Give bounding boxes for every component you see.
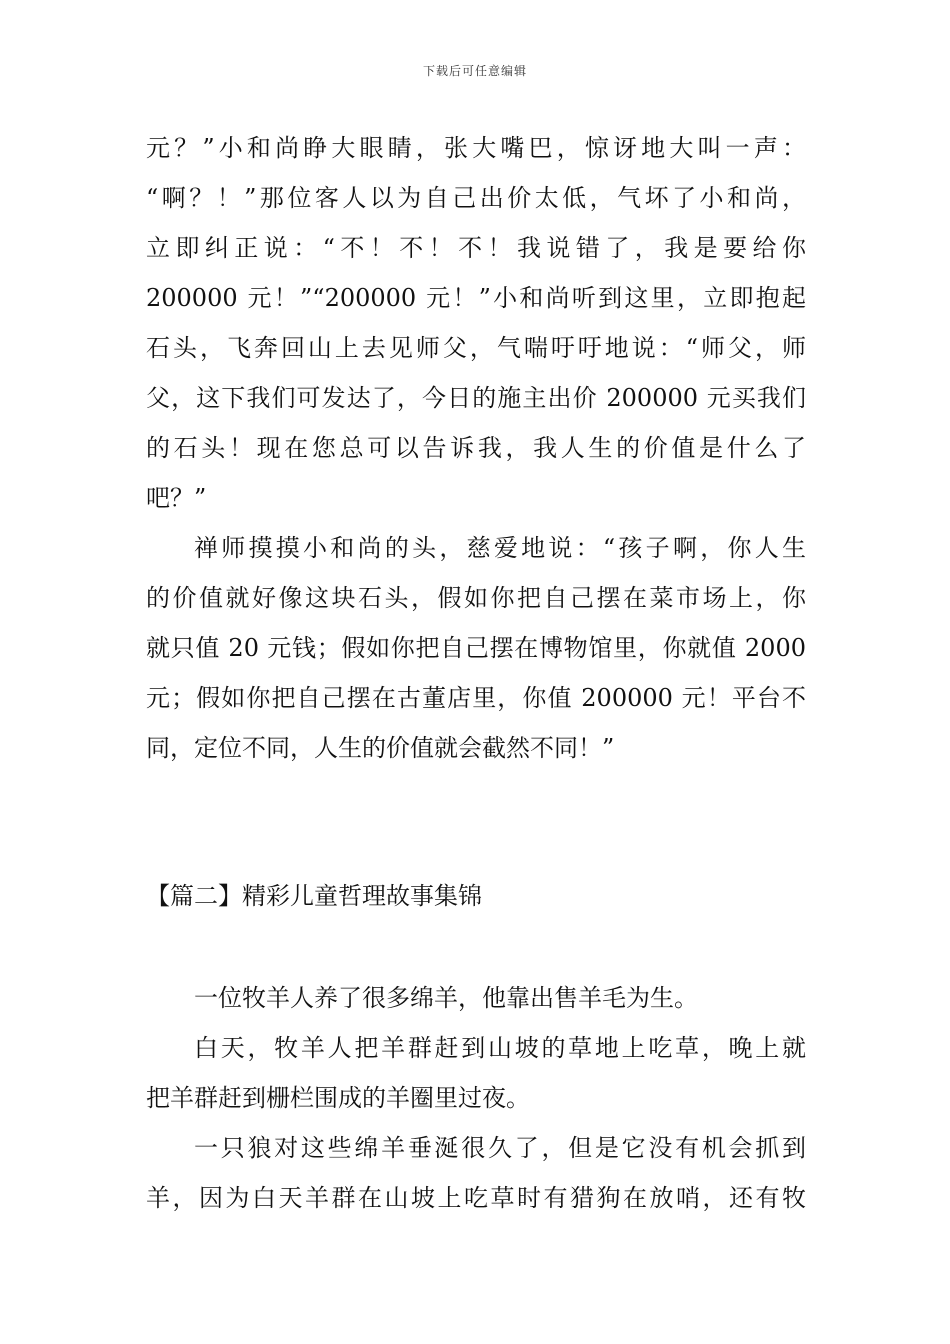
- text-line: 父，这下我们可发达了，今日的施主出价 200000 元买我们: [146, 384, 806, 412]
- text-line: 禅师摸摸小和尚的头，慈爱地说：“孩子啊，你人生: [194, 534, 806, 562]
- text-line: 元；假如你把自己摆在古董店里，你值 200000 元！平台不: [146, 684, 806, 712]
- text-line: 白天，牧羊人把羊群赶到山坡的草地上吃草，晚上就: [194, 1034, 806, 1062]
- text-line: 就只值 20 元钱；假如你把自己摆在博物馆里，你就值 2000: [146, 634, 806, 662]
- text-line: 一只狼对这些绵羊垂涎很久了，但是它没有机会抓到: [194, 1134, 806, 1162]
- text-line: 石头，飞奔回山上去见师父，气喘吁吁地说：“师父，师: [146, 334, 806, 362]
- text-line: 羊，因为白天羊群在山坡上吃草时有猎狗在放哨，还有牧: [146, 1184, 806, 1212]
- section-heading: 【篇二】精彩儿童哲理故事集锦: [146, 882, 482, 910]
- text-line: 的价值就好像这块石头，假如你把自己摆在菜市场上，你: [146, 584, 806, 612]
- page-header: 下载后可任意编辑: [422, 64, 527, 78]
- text-line: 立即纠正说：“不！不！不！我说错了，我是要给你: [146, 234, 806, 262]
- text-line: 的石头！现在您总可以告诉我，我人生的价值是什么了: [146, 434, 806, 462]
- text-line: 把羊群赶到栅栏围成的羊圈里过夜。: [146, 1084, 530, 1112]
- text-line: 同，定位不同，人生的价值就会截然不同！”: [146, 734, 615, 762]
- text-line: 吧？”: [146, 484, 207, 512]
- text-line: 一位牧羊人养了很多绵羊，他靠出售羊毛为生。: [194, 984, 698, 1012]
- text-line: 200000 元！”“200000 元！”小和尚听到这里，立即抱起: [146, 284, 806, 312]
- text-line: “啊？！”那位客人以为自己出价太低，气坏了小和尚，: [146, 184, 806, 212]
- text-line: 元？”小和尚睁大眼睛，张大嘴巴，惊讶地大叫一声：: [146, 134, 806, 162]
